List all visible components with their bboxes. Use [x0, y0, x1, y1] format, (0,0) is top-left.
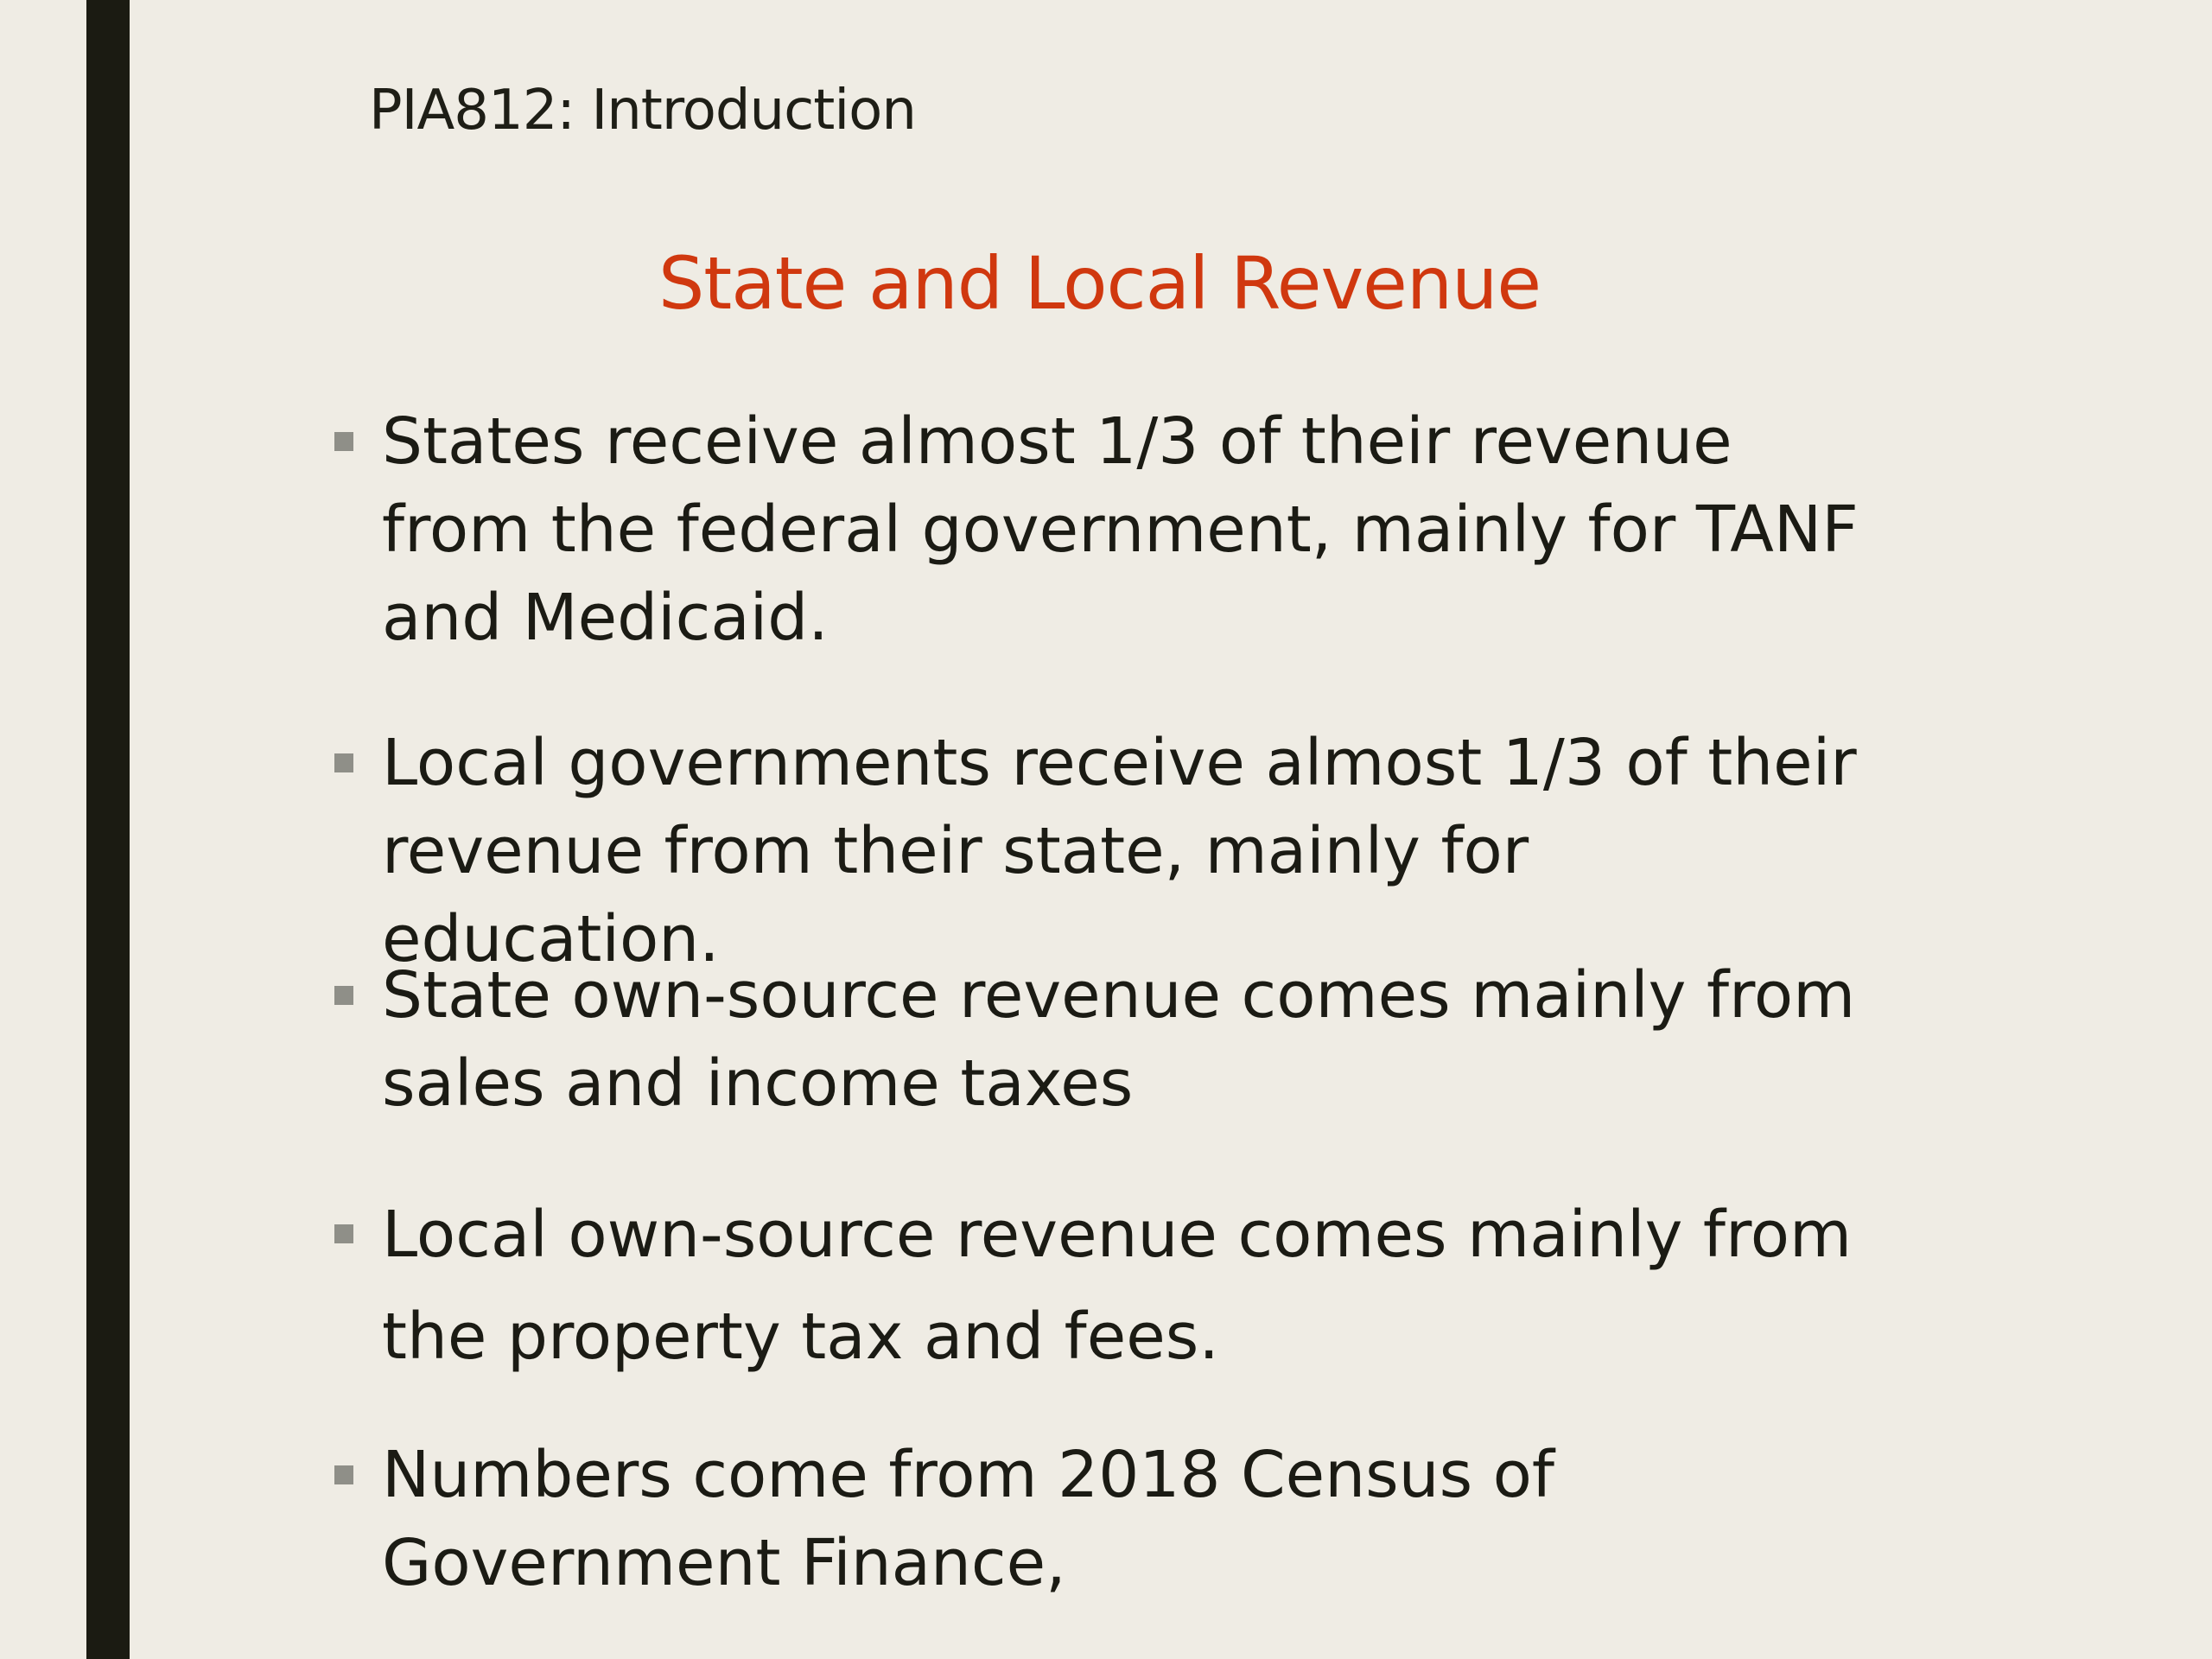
bullet-text: Local governments receive almost 1/3 of their revenue from their state, mainly for education. — [382, 726, 1857, 976]
square-bullet-icon — [334, 753, 353, 772]
slide-header: PIA812: Introduction — [369, 79, 916, 143]
bullet-text: States receive almost 1/3 of their revenue from the federal government, mainly for TANF and Medicaid. — [382, 404, 1859, 655]
bullet-text: State own-source revenue comes mainly from sales and income taxes — [382, 958, 1856, 1121]
bullet-text: Local own-source revenue comes mainly from the property tax and fees. — [382, 1198, 1853, 1374]
square-bullet-icon — [334, 1465, 353, 1484]
slide-title: State and Local Revenue — [658, 241, 1541, 326]
square-bullet-icon — [334, 986, 353, 1005]
square-bullet-icon — [334, 1224, 353, 1243]
bullet-text: Numbers come from 2018 Census of Government Finance, — [382, 1438, 1554, 1600]
square-bullet-icon — [334, 432, 353, 451]
